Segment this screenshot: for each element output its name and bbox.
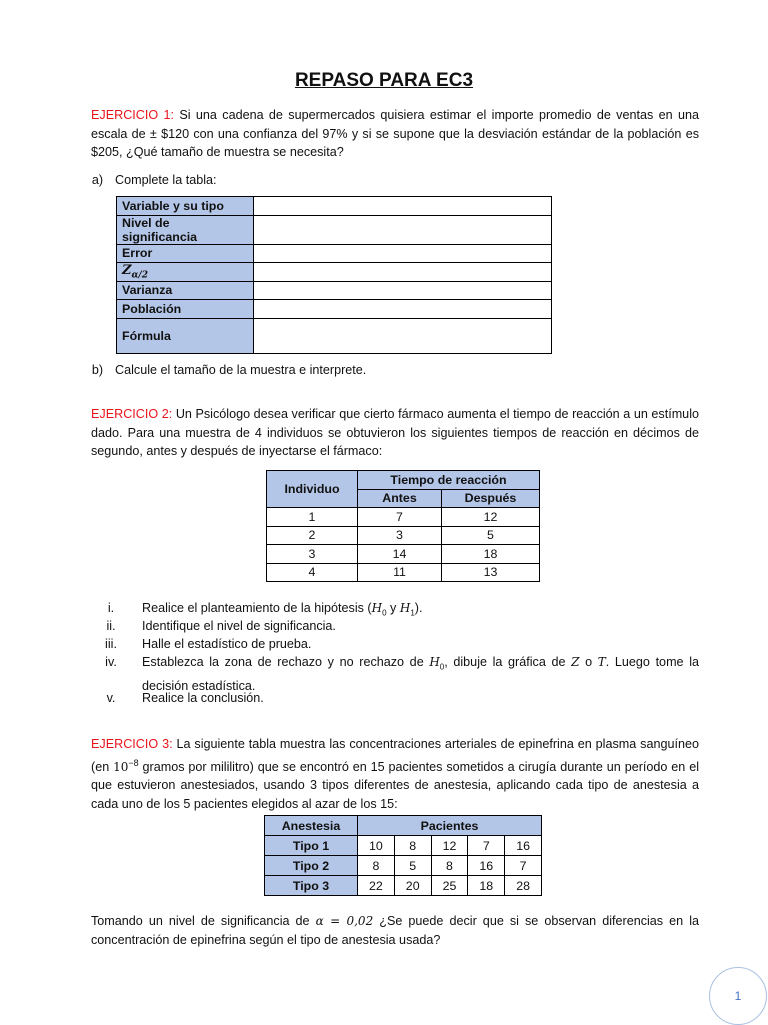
cell: 12 bbox=[431, 836, 468, 856]
cell: 10 bbox=[358, 836, 395, 856]
exercise-3-text: La siguiente tabla muestra las concentraciones arteriales de epinefrina en plasma sanguíneo (en bbox=[91, 737, 699, 774]
cell: 22 bbox=[358, 876, 395, 896]
item-text: Realice la conclusión. bbox=[142, 691, 264, 705]
exercise-2-text: Un Psicólogo desea verificar que cierto fármaco aumenta el tiempo de reacción a un estímulo dado. Para una muestra de 4 individuos se obtuvieron los siguientes tiempos de reacción en décimos de segundo, antes y después de inyectarse el fármaco: bbox=[91, 407, 699, 458]
answer-cell[interactable] bbox=[254, 300, 552, 319]
header-individuo: Individuo bbox=[267, 471, 358, 508]
h-subscript: 0 bbox=[439, 662, 445, 672]
h-symbol: H bbox=[371, 601, 383, 615]
item-number: iv. bbox=[105, 655, 117, 669]
exercise-1-text: Si una cadena de supermercados quisiera estimar el importe promedio de ventas en una escala de ± $120 con una confianza del 97% y si se supone que la desviación estándar de la población es $205, ¿Qué tamaño de muestra se necesita? bbox=[91, 108, 699, 159]
item-text: y bbox=[386, 601, 400, 615]
answer-cell[interactable] bbox=[254, 263, 552, 282]
cell: 7 bbox=[358, 508, 442, 527]
exercise-2-table bbox=[266, 470, 540, 582]
h-subscript: 1 bbox=[410, 608, 415, 618]
row-label: Tipo 2 bbox=[265, 856, 358, 876]
cell: 13 bbox=[442, 563, 540, 582]
cell: 2 bbox=[267, 526, 358, 545]
list-item bbox=[91, 617, 699, 635]
page-number: 1 bbox=[709, 967, 767, 1025]
part-b-marker: b) bbox=[91, 363, 104, 377]
table-row bbox=[117, 281, 552, 300]
exercise-3-table bbox=[264, 815, 542, 896]
exercise-2-statement bbox=[91, 405, 699, 461]
item-number: v. bbox=[106, 691, 116, 705]
row-label-z bbox=[117, 263, 254, 282]
cell: 28 bbox=[505, 876, 542, 896]
cell: 5 bbox=[442, 526, 540, 545]
cell: 18 bbox=[442, 545, 540, 564]
header-antes: Antes bbox=[358, 489, 442, 508]
item-text: Realice el planteamiento de la hipótesis ( bbox=[142, 601, 372, 615]
cell: 7 bbox=[468, 836, 505, 856]
cell: 8 bbox=[358, 856, 395, 876]
item-text: Identifique el nivel de significancia. bbox=[142, 619, 336, 633]
row-label: Nivel de significancia bbox=[117, 215, 254, 244]
item-number: iii. bbox=[105, 637, 117, 651]
alpha-value: α = 0,02 bbox=[315, 914, 374, 928]
power-base: 10 bbox=[113, 759, 129, 774]
header-despues: Después bbox=[442, 489, 540, 508]
cell: 20 bbox=[394, 876, 431, 896]
answer-cell[interactable] bbox=[254, 244, 552, 263]
power-exponent: −8 bbox=[128, 757, 139, 768]
h-subscript: 0 bbox=[382, 608, 387, 618]
cell: 16 bbox=[505, 836, 542, 856]
table-row bbox=[117, 215, 552, 244]
exercise-2-label: EJERCICIO 2: bbox=[91, 407, 173, 421]
table-row bbox=[267, 526, 540, 545]
cell: 14 bbox=[358, 545, 442, 564]
cell: 8 bbox=[431, 856, 468, 876]
answer-cell[interactable] bbox=[254, 281, 552, 300]
h-symbol: H bbox=[399, 601, 411, 615]
cell: 25 bbox=[431, 876, 468, 896]
item-text: , dibuje la gráfica de bbox=[444, 655, 572, 669]
question-text: Tomando un nivel de significancia de bbox=[91, 914, 316, 928]
exercise-1-part-b bbox=[91, 361, 699, 379]
row-label: Fórmula bbox=[117, 318, 254, 353]
row-label: Varianza bbox=[117, 281, 254, 300]
row-label: Tipo 3 bbox=[265, 876, 358, 896]
table-row bbox=[117, 318, 552, 353]
z-subscript: α/2 bbox=[131, 270, 148, 281]
cell: 8 bbox=[394, 836, 431, 856]
table-row bbox=[265, 836, 542, 856]
exercise-3-statement bbox=[91, 735, 699, 813]
question-text: ¿Se puede decir que si se observan diferencias en la concentración de epinefrina según el tipo de anestesia usada? bbox=[91, 914, 700, 947]
item-text: Establezca la zona de rechazo y no rechazo de bbox=[142, 655, 430, 669]
part-a-text: Complete la tabla: bbox=[115, 173, 217, 187]
exercise-3-text: gramos por mililitro) que se encontró en 15 pacientes sometidos a cirugía durante un período en el que estuvieron anestesiados, usando 3 tipos diferentes de anestesia, aplicando cada tipo de anestesia a cada uno de los 5 pacientes elegidos al azar de los 15: bbox=[91, 759, 699, 811]
t-symbol: T bbox=[597, 655, 606, 669]
table-row bbox=[267, 563, 540, 582]
table-row bbox=[267, 545, 540, 564]
part-a-marker: a) bbox=[91, 173, 104, 187]
row-label: Tipo 1 bbox=[265, 836, 358, 856]
z-symbol: Z bbox=[122, 263, 132, 279]
item-text: ). bbox=[414, 601, 423, 615]
cell: 7 bbox=[505, 856, 542, 876]
cell: 11 bbox=[358, 563, 442, 582]
z-symbol: Z bbox=[571, 655, 580, 669]
exercise-3-label: EJERCICIO 3: bbox=[91, 737, 173, 751]
table-row bbox=[265, 856, 542, 876]
exercise-1-table bbox=[116, 196, 552, 354]
exercise-1-part-a bbox=[91, 171, 699, 189]
exercise-1-statement bbox=[91, 106, 699, 162]
header-pacientes: Pacientes bbox=[358, 816, 542, 836]
table-row bbox=[265, 876, 542, 896]
table-row bbox=[117, 263, 552, 282]
cell: 1 bbox=[267, 508, 358, 527]
part-b-text: Calcule el tamaño de la muestra e interprete. bbox=[115, 363, 367, 377]
cell: 12 bbox=[442, 508, 540, 527]
cell: 16 bbox=[468, 856, 505, 876]
table-row bbox=[117, 197, 552, 216]
cell: 18 bbox=[468, 876, 505, 896]
header-tiempo: Tiempo de reacción bbox=[358, 471, 540, 490]
list-item bbox=[91, 635, 699, 653]
answer-cell[interactable] bbox=[254, 197, 552, 216]
cell: 3 bbox=[358, 526, 442, 545]
h-symbol: H bbox=[429, 655, 440, 669]
answer-cell[interactable] bbox=[254, 318, 552, 353]
table-row bbox=[267, 508, 540, 527]
exercise-1-label: EJERCICIO 1: bbox=[91, 108, 175, 122]
table-row bbox=[117, 244, 552, 263]
item-text: Halle el estadístico de prueba. bbox=[142, 637, 312, 651]
item-number: i. bbox=[107, 601, 115, 615]
header-anestesia: Anestesia bbox=[265, 816, 358, 836]
row-label: Variable y su tipo bbox=[117, 197, 254, 216]
cell: 4 bbox=[267, 563, 358, 582]
answer-cell[interactable] bbox=[254, 215, 552, 244]
cell: 5 bbox=[394, 856, 431, 876]
row-label: Error bbox=[117, 244, 254, 263]
cell: 3 bbox=[267, 545, 358, 564]
item-text: . Luego tome la decisión estadística. bbox=[142, 655, 699, 693]
row-label: Población bbox=[117, 300, 254, 319]
list-item bbox=[91, 689, 699, 707]
table-row bbox=[117, 300, 552, 319]
item-text: o bbox=[579, 655, 598, 669]
item-number: ii. bbox=[106, 619, 116, 633]
exercise-3-question bbox=[91, 912, 699, 949]
page-title: REPASO PARA EC3 bbox=[294, 70, 474, 91]
